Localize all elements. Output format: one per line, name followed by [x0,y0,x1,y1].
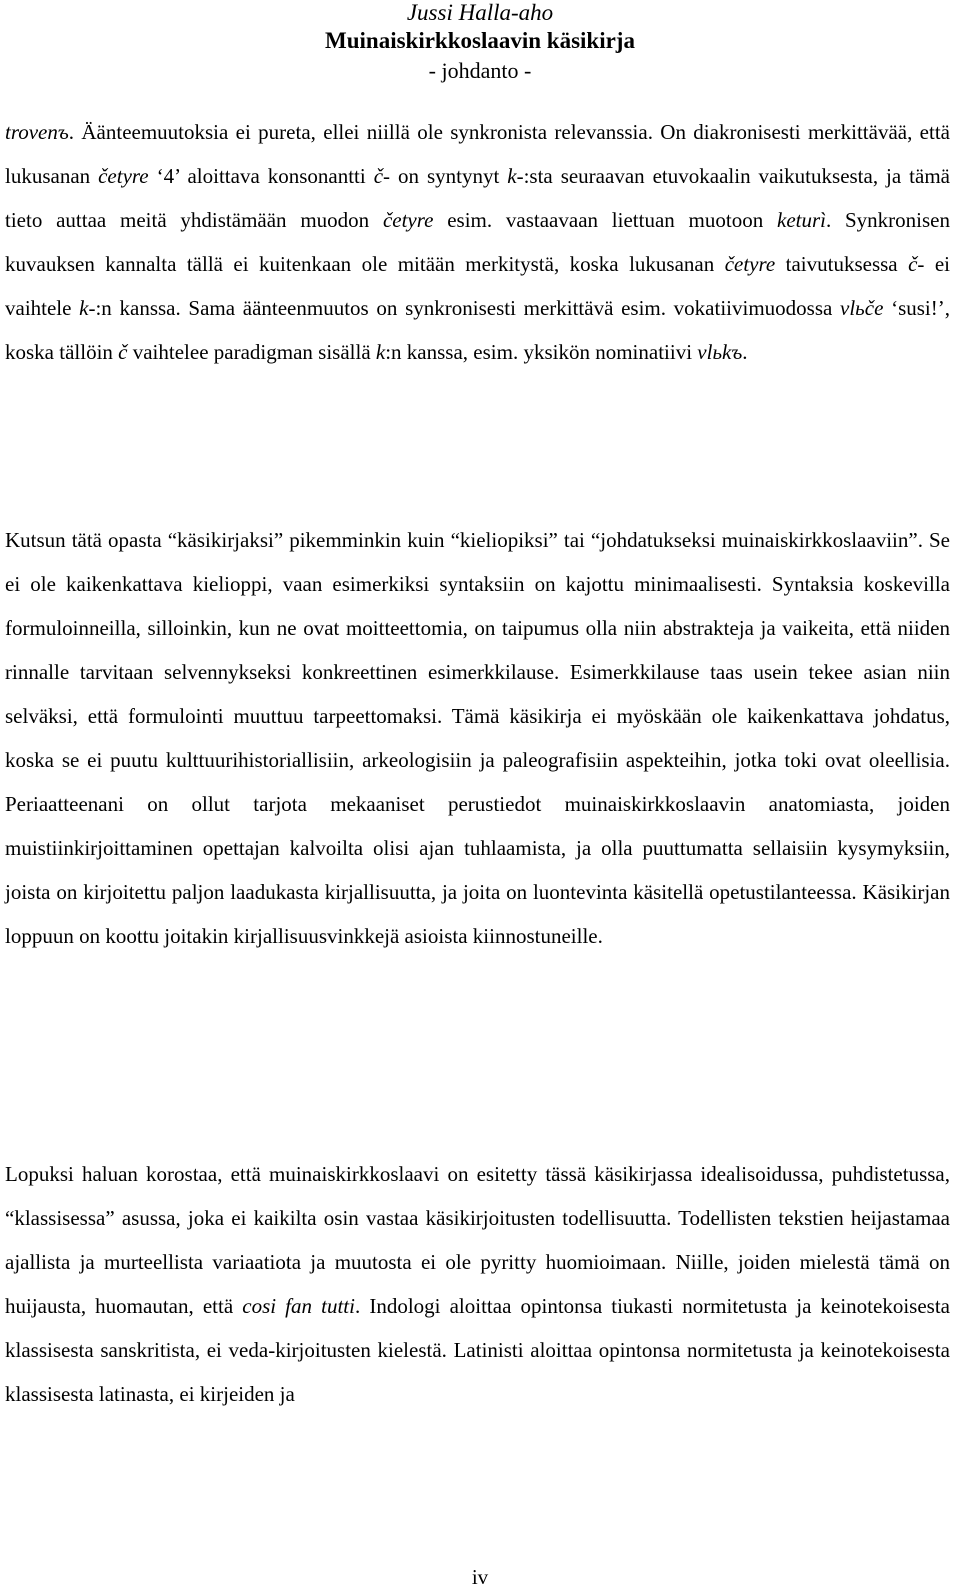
text-run: -:sta seuraavan etuvokaalin vaikutuksesta, ja tämä tieto auttaa meitä yhdistämään muodon [5,164,950,232]
text-run: esim. vastaavaan liettuan muotoon [433,208,777,232]
text-run: Kutsun tätä opasta “käsikirjaksi” pikemminkin kuin “kieliopiksi” tai “johdatukseksi muinaiskirkkoslaaviin”. Se ei ole kaikenkattava kielioppi, vaan esimerkiksi syntaksiin on kajottu minimaalisesti. Syntaksia koskevilla formuloinneilla, silloinkin, kun ne ovat moitteettomia, on taipumus olla niin abstrakteja ja vaikeita, että niiden rinnalle tarvitaan selvennykseksi konkreettinen esimerkkilause. Esimerkkilause taas usein tekee asian niin selväksi, että formulointi muuttuu tarpeettomaksi. Tämä käsikirja ei myöskään ole kaikenkattava johdatus, koska se ei puutu kulttuurihistoriallisiin, arkeologisiin ja paleografisiin aspekteihin, jotka toki ovat oleellisia. Periaatteenani on ollut tarjota mekaaniset perustiedot muinaiskirkkoslaavin anatomiasta, joiden muistiinkirjoittaminen opettajan kalvoilta olisi ajan tuhlaamista, ja olla puuttumatta sellaisiin kysymyksiin, joista on kirjoitettu paljon laadukasta kirjallisuutta, ja joita on luontevinta käsitellä opetustilanteessa. Käsikirjan loppuun on koottu joitakin kirjallisuusvinkkejä asioista kiinnostuneille. [5,528,950,948]
text-run: . Äänteemuutoksia ei pureta, ellei niillä ole synkronista relevanssia. On diakronisesti merkittävää, että lukusanan [5,120,950,188]
italic-term: vlьkъ [697,340,743,364]
book-title: Muinaiskirkkoslaavin käsikirja [325,28,635,53]
page-number: iv [471,1565,489,1589]
paragraph-1 [5,110,950,374]
text-run: -:n kanssa. Sama äänteenmuutos on synkronisesti merkittävä esim. vokatiivimuodossa [88,296,841,320]
text-run: taivutuksessa [775,252,909,276]
italic-term: č [118,340,128,364]
section-subtitle: - johdanto - [428,58,532,83]
text-run: vaihtelee paradigman sisällä [127,340,376,364]
italic-term: cosi fan tutti [242,1294,355,1318]
text-run: . Synkronisen kuvauksen kannalta tällä ei kuitenkaan ole mitään merkitystä, koska lukusanan [5,208,951,276]
text-run: - ei vaihtele [5,252,951,320]
italic-term: k [507,164,517,188]
text-run: . Indologi aloittaa opintonsa tiukasti normitetusta ja keinotekoisesta klassisesta sanskritista, ei veda-kirjoitusten kielestä. Latinisti aloittaa opintonsa normitetusta ja keinotekoisesta klassisesta latinasta, ei kirjeiden ja [5,1294,950,1406]
italic-term: četyre [382,208,434,232]
italic-term: k [79,296,89,320]
text-run: Lopuksi haluan korostaa, että muinaiskirkkoslaavi on esitetty tässä käsikirjassa idealisoidussa, puhdistetussa, “klassisessa” asussa, joka ei kaikilta osin vastaa käsikirjoitusten todellisuutta. Todellisten tekstien heijastamaa ajallista ja murteellista variaatiota ja muutosta ei ole pyritty huomioimaan. Niille, joiden mielestä tämä on huijausta, huomautan, että [5,1162,950,1318]
text-run: - on syntynyt [383,164,508,188]
italic-term: trovenъ [5,120,69,144]
text-run: ‘4’ aloittava konsonantti [148,164,374,188]
paragraph-2 [5,518,950,958]
text-run: :n kanssa, esim. yksikön nominatiivi [385,340,698,364]
italic-term: č [373,164,384,188]
text-run: . [742,340,748,364]
italic-term: vlьče [840,296,884,320]
text-run: ‘susi!’, koska tällöin [5,296,950,364]
author-name: Jussi Halla-aho [406,0,554,25]
italic-term: četyre [98,164,149,188]
italic-term: k [375,340,386,364]
italic-term: keturì [777,208,826,232]
paragraph-3 [5,1152,950,1416]
italic-term: č [908,252,918,276]
page-header [0,0,960,86]
italic-term: četyre [724,252,776,276]
